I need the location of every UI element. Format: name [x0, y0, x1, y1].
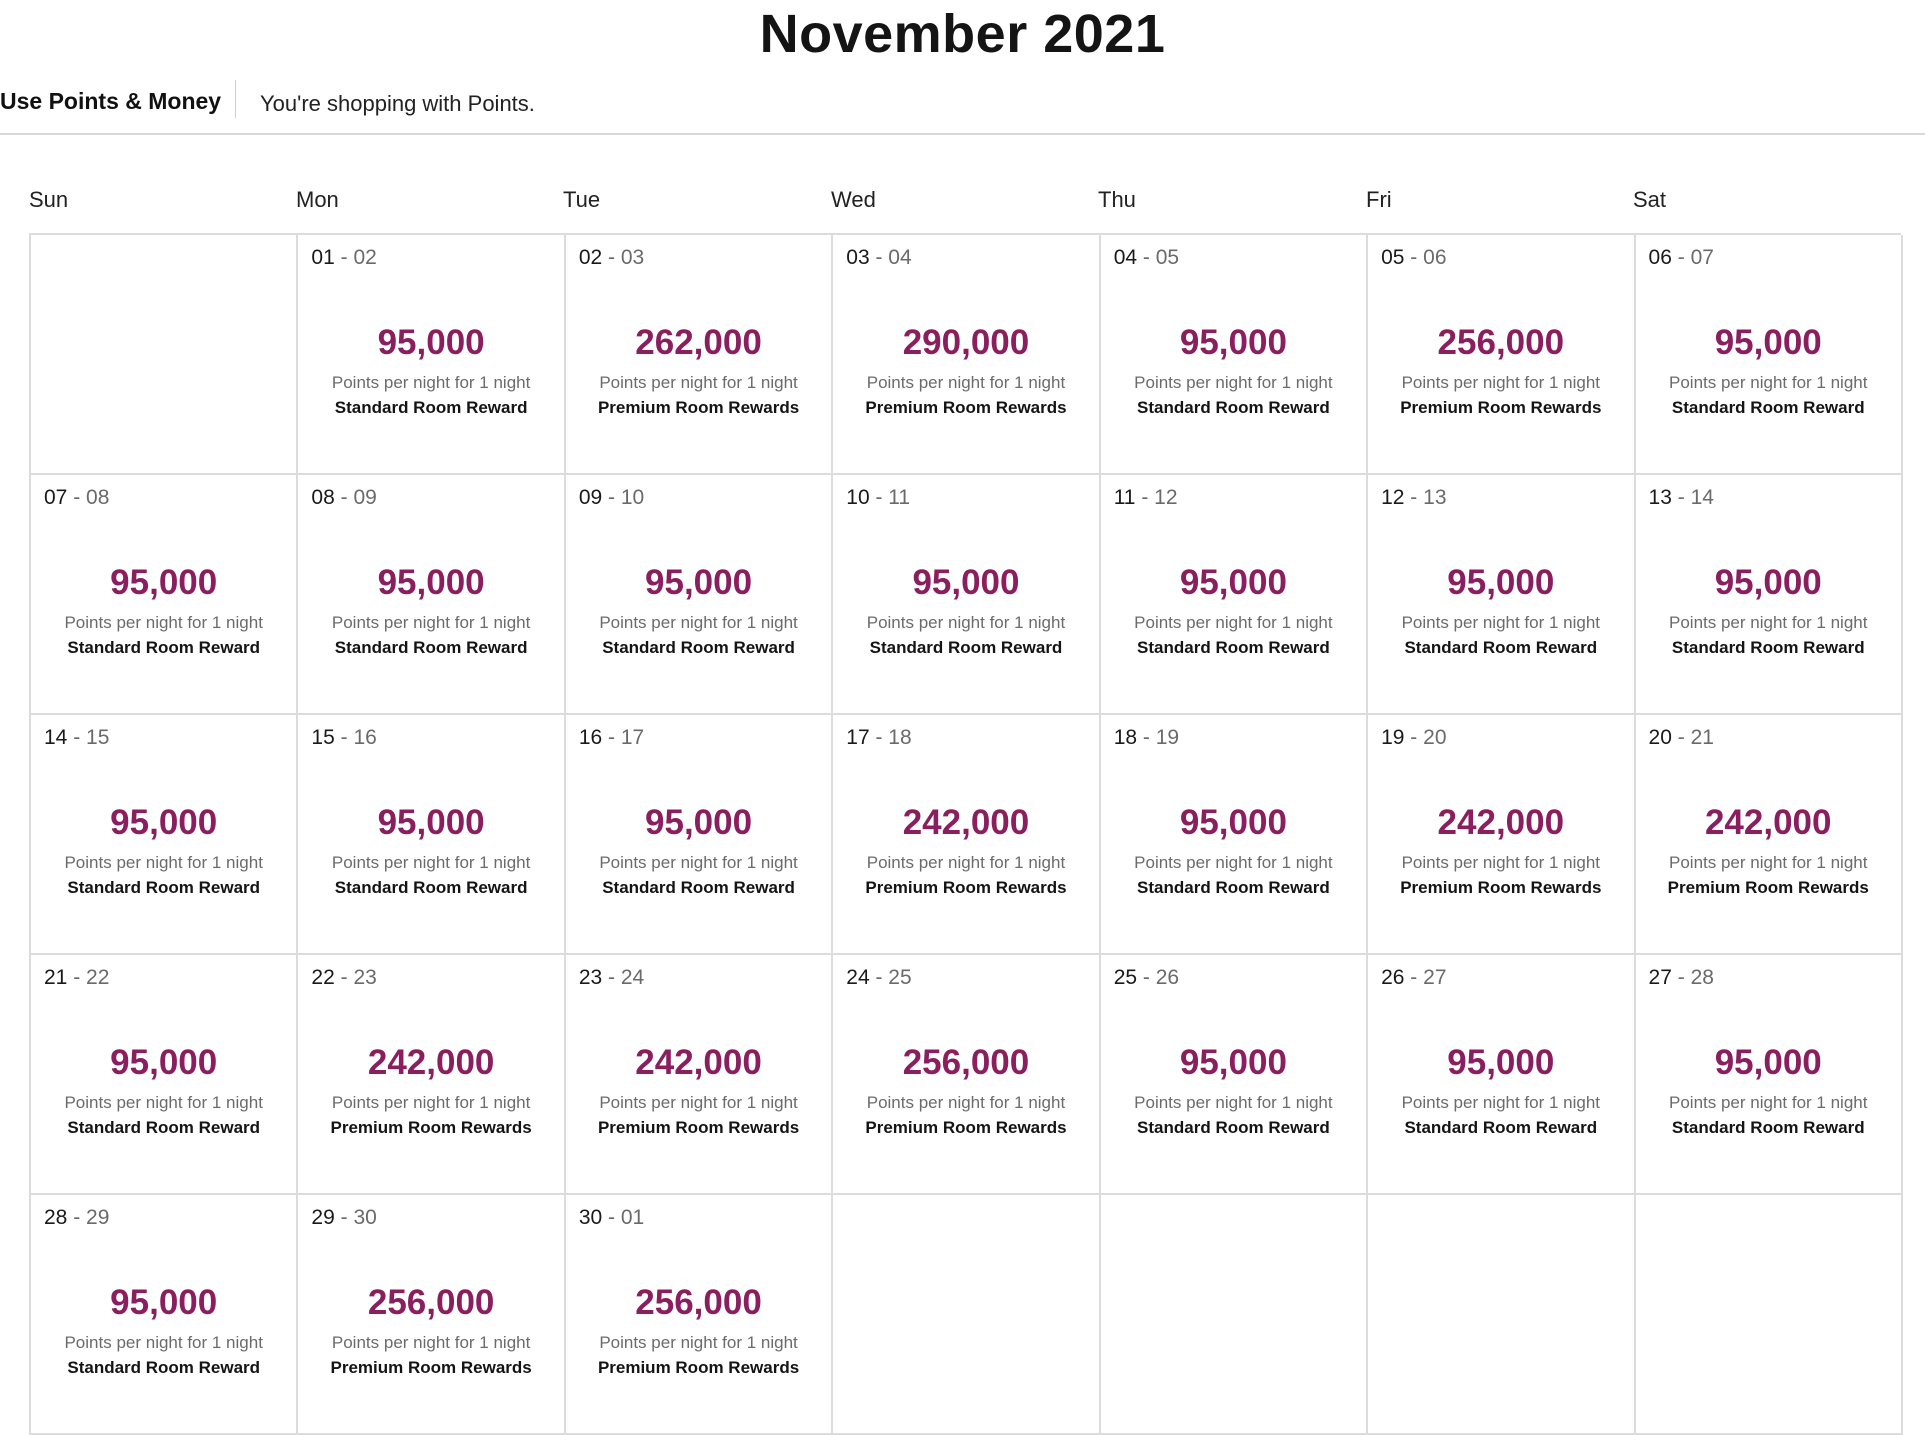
- check-in-date: 27: [1648, 966, 1672, 989]
- check-in-date: 22: [311, 966, 335, 989]
- date-range: [311, 483, 376, 513]
- points-price: 242,000: [367, 1043, 495, 1082]
- points-price: 256,000: [1437, 323, 1565, 362]
- room-reward-type: Standard Room Reward: [869, 638, 1063, 657]
- month-title: November 2021: [759, 4, 1166, 64]
- room-reward-type: Standard Room Reward: [1137, 1118, 1330, 1137]
- date-range: [311, 243, 376, 273]
- date-separator: -: [1404, 246, 1424, 269]
- check-out-date: 21: [1690, 726, 1714, 749]
- payment-mode-label[interactable]: Use Points & Money: [0, 88, 222, 114]
- date-range: [579, 963, 644, 993]
- points-price: 95,000: [1714, 1043, 1822, 1082]
- points-per-night-label: Points per night for 1 night: [866, 613, 1066, 632]
- date-range: [579, 1203, 644, 1233]
- date-range: [44, 723, 109, 753]
- calendar-day-cell[interactable]: [1636, 235, 1903, 475]
- date-separator: -: [602, 246, 621, 269]
- room-reward-type: Premium Room Rewards: [330, 1358, 532, 1377]
- points-per-night-label: Points per night for 1 night: [1134, 373, 1333, 392]
- check-out-date: 01: [620, 1206, 645, 1229]
- points-price: 95,000: [1179, 803, 1287, 842]
- points-price: 256,000: [635, 1283, 762, 1322]
- weekday-header-thu: Thu: [1098, 187, 1136, 212]
- points-per-night-label: Points per night for 1 night: [331, 1333, 531, 1352]
- date-separator: -: [602, 486, 621, 509]
- points-per-night-label: Points per night for 1 night: [599, 1333, 798, 1352]
- check-out-date: 23: [353, 966, 377, 989]
- room-reward-type: Standard Room Reward: [1671, 1118, 1865, 1137]
- points-per-night-label: Points per night for 1 night: [64, 1093, 263, 1112]
- date-range: [1649, 243, 1714, 273]
- check-in-date: 29: [311, 1206, 335, 1229]
- points-per-night-label: Points per night for 1 night: [599, 853, 798, 872]
- date-separator: -: [67, 726, 87, 749]
- check-in-date: 26: [1381, 966, 1405, 989]
- calendar-day-cell[interactable]: [833, 475, 1100, 715]
- date-range: [1381, 483, 1446, 513]
- check-in-date: 24: [846, 966, 870, 989]
- calendar-day-cell[interactable]: [31, 475, 298, 715]
- check-out-date: 02: [353, 246, 377, 269]
- room-reward-type: Premium Room Rewards: [597, 1358, 800, 1377]
- check-out-date: 13: [1423, 486, 1447, 509]
- date-separator: -: [67, 966, 87, 989]
- date-range: [846, 483, 910, 513]
- room-reward-type: Standard Room Reward: [602, 878, 795, 897]
- points-per-night-label: Points per night for 1 night: [64, 613, 263, 632]
- room-reward-type: Premium Room Rewards: [1667, 878, 1869, 897]
- date-range: [579, 243, 644, 273]
- date-range: [1381, 243, 1446, 273]
- points-price: 262,000: [635, 323, 762, 362]
- points-per-night-label: Points per night for 1 night: [1134, 613, 1333, 632]
- check-in-date: 30: [578, 1206, 603, 1229]
- check-out-date: 25: [888, 966, 912, 989]
- points-price: 242,000: [902, 803, 1030, 842]
- room-reward-type: Standard Room Reward: [1404, 638, 1598, 657]
- calendar-day-cell[interactable]: [566, 1195, 833, 1435]
- points-per-night-label: Points per night for 1 night: [331, 613, 531, 632]
- calendar-day-cell[interactable]: [833, 235, 1100, 475]
- calendar-day-cell[interactable]: [31, 1195, 298, 1435]
- room-reward-type: Premium Room Rewards: [597, 398, 800, 417]
- points-price: 95,000: [1447, 563, 1555, 602]
- date-separator: -: [334, 1206, 354, 1229]
- check-out-date: 16: [353, 726, 377, 749]
- calendar-day-cell[interactable]: [1368, 235, 1635, 475]
- points-price: 95,000: [1179, 323, 1287, 362]
- points-per-night-label: Points per night for 1 night: [1401, 373, 1601, 392]
- calendar-day-cell[interactable]: [566, 235, 833, 475]
- date-separator: -: [1135, 486, 1155, 509]
- date-range: [579, 723, 644, 753]
- check-in-date: 15: [311, 726, 335, 749]
- date-separator: -: [334, 726, 354, 749]
- empty-calendar-cell: [1636, 1195, 1903, 1435]
- points-price: 95,000: [912, 563, 1020, 602]
- check-out-date: 24: [620, 966, 645, 989]
- date-range: [311, 1203, 376, 1233]
- points-price: 95,000: [1714, 323, 1822, 362]
- date-range: [1114, 243, 1179, 273]
- calendar-day-cell[interactable]: [1368, 955, 1635, 1195]
- check-out-date: 15: [86, 726, 110, 749]
- check-out-date: 06: [1423, 246, 1447, 269]
- check-out-date: 09: [353, 486, 377, 509]
- date-range: [846, 243, 911, 273]
- points-price: 95,000: [110, 803, 218, 842]
- room-reward-type: Premium Room Rewards: [865, 398, 1067, 417]
- points-price: 95,000: [645, 563, 753, 602]
- points-per-night-label: Points per night for 1 night: [331, 1093, 531, 1112]
- date-range: [1114, 963, 1179, 993]
- points-per-night-label: Points per night for 1 night: [1401, 1093, 1601, 1112]
- check-out-date: 27: [1423, 966, 1447, 989]
- check-in-date: 19: [1381, 726, 1405, 749]
- points-price: 95,000: [1714, 563, 1822, 602]
- room-reward-type: Premium Room Rewards: [865, 878, 1067, 897]
- check-in-date: 08: [311, 486, 335, 509]
- check-out-date: 10: [620, 486, 645, 509]
- check-in-date: 25: [1113, 966, 1138, 989]
- points-price: 95,000: [110, 563, 218, 602]
- points-per-night-label: Points per night for 1 night: [1669, 1093, 1868, 1112]
- calendar-day-cell[interactable]: [31, 715, 298, 955]
- points-per-night-label: Points per night for 1 night: [64, 1333, 263, 1352]
- points-price: 95,000: [1179, 1043, 1287, 1082]
- check-out-date: 08: [86, 486, 110, 509]
- date-separator: -: [602, 1206, 621, 1229]
- empty-calendar-cell: [31, 235, 298, 475]
- points-price: 256,000: [367, 1283, 495, 1322]
- room-reward-type: Standard Room Reward: [1137, 878, 1330, 897]
- date-separator: -: [1137, 966, 1156, 989]
- calendar-day-cell[interactable]: [1101, 715, 1368, 955]
- date-separator: -: [1671, 966, 1691, 989]
- room-reward-type: Premium Room Rewards: [1400, 398, 1602, 417]
- calendar-day-cell[interactable]: [298, 475, 565, 715]
- date-separator: -: [67, 486, 87, 509]
- date-separator: -: [67, 1206, 87, 1229]
- date-range: [1114, 723, 1179, 753]
- date-range: [1381, 723, 1446, 753]
- date-range: [311, 723, 376, 753]
- points-per-night-label: Points per night for 1 night: [1134, 853, 1333, 872]
- date-range: [579, 483, 644, 513]
- check-out-date: 30: [353, 1206, 377, 1229]
- date-range: [1114, 483, 1178, 513]
- calendar-day-cell[interactable]: [298, 235, 565, 475]
- calendar-day-cell[interactable]: [1636, 475, 1903, 715]
- check-out-date: 26: [1155, 966, 1180, 989]
- points-price: 242,000: [1704, 803, 1832, 842]
- room-reward-type: Standard Room Reward: [67, 638, 261, 657]
- check-out-date: 22: [86, 966, 110, 989]
- calendar-grid: [29, 233, 1901, 1435]
- date-separator: -: [869, 246, 889, 269]
- date-separator: -: [1671, 726, 1691, 749]
- calendar-day-cell[interactable]: [566, 475, 833, 715]
- check-in-date: 17: [846, 726, 870, 749]
- date-separator: -: [334, 966, 354, 989]
- points-price: 95,000: [377, 323, 485, 362]
- date-separator: -: [869, 966, 889, 989]
- mode-divider: [235, 80, 236, 118]
- check-in-date: 05: [1381, 246, 1405, 269]
- empty-calendar-cell: [1101, 1195, 1368, 1435]
- room-reward-type: Standard Room Reward: [602, 638, 795, 657]
- calendar-day-cell[interactable]: [566, 955, 833, 1195]
- points-per-night-label: Points per night for 1 night: [331, 373, 531, 392]
- room-reward-type: Premium Room Rewards: [330, 1118, 532, 1137]
- points-per-night-label: Points per night for 1 night: [64, 853, 263, 872]
- check-in-date: 12: [1381, 486, 1405, 509]
- check-in-date: 06: [1648, 246, 1672, 269]
- date-separator: -: [1404, 486, 1424, 509]
- weekday-header-wed: Wed: [831, 187, 876, 212]
- date-range: [1649, 483, 1714, 513]
- date-range: [44, 963, 109, 993]
- check-in-date: 02: [578, 246, 603, 269]
- date-range: [846, 963, 911, 993]
- date-separator: -: [1137, 246, 1156, 269]
- check-in-date: 09: [578, 486, 603, 509]
- date-separator: -: [1404, 726, 1424, 749]
- calendar-day-cell[interactable]: [1101, 955, 1368, 1195]
- points-per-night-label: Points per night for 1 night: [1401, 613, 1601, 632]
- date-separator: -: [334, 486, 354, 509]
- check-out-date: 19: [1155, 726, 1180, 749]
- date-separator: -: [334, 246, 354, 269]
- calendar-day-cell[interactable]: [298, 955, 565, 1195]
- calendar-day-cell[interactable]: [833, 955, 1100, 1195]
- calendar-day-cell[interactable]: [1636, 715, 1903, 955]
- calendar-day-cell[interactable]: [1368, 715, 1635, 955]
- points-price: 95,000: [645, 803, 753, 842]
- date-separator: -: [1137, 726, 1156, 749]
- calendar-day-cell[interactable]: [1101, 475, 1368, 715]
- check-in-date: 10: [846, 486, 870, 509]
- check-in-date: 16: [578, 726, 603, 749]
- points-price: 95,000: [110, 1283, 218, 1322]
- points-price: 242,000: [1437, 803, 1565, 842]
- empty-calendar-cell: [833, 1195, 1100, 1435]
- room-reward-type: Standard Room Reward: [1137, 398, 1330, 417]
- check-in-date: 07: [44, 486, 68, 509]
- points-per-night-label: Points per night for 1 night: [1669, 853, 1868, 872]
- check-in-date: 03: [846, 246, 870, 269]
- check-in-date: 28: [44, 1206, 68, 1229]
- empty-calendar-cell: [1368, 1195, 1635, 1435]
- check-out-date: 20: [1423, 726, 1447, 749]
- points-per-night-label: Points per night for 1 night: [331, 853, 531, 872]
- check-in-date: 18: [1113, 726, 1138, 749]
- date-range: [846, 723, 911, 753]
- weekday-header-fri: Fri: [1366, 187, 1392, 212]
- points-per-night-label: Points per night for 1 night: [599, 373, 798, 392]
- points-price: 290,000: [902, 323, 1030, 362]
- points-price: 256,000: [902, 1043, 1030, 1082]
- check-out-date: 12: [1154, 486, 1178, 509]
- calendar-day-cell[interactable]: [833, 715, 1100, 955]
- room-reward-type: Premium Room Rewards: [1400, 878, 1602, 897]
- points-price: 95,000: [110, 1043, 218, 1082]
- weekday-header-sat: Sat: [1633, 187, 1667, 212]
- points-price: 95,000: [377, 803, 485, 842]
- room-reward-type: Premium Room Rewards: [865, 1118, 1067, 1137]
- points-price: 95,000: [377, 563, 485, 602]
- points-per-night-label: Points per night for 1 night: [1669, 373, 1868, 392]
- date-range: [1381, 963, 1446, 993]
- room-reward-type: Standard Room Reward: [334, 638, 528, 657]
- check-in-date: 20: [1648, 726, 1672, 749]
- calendar-day-cell[interactable]: [298, 1195, 565, 1435]
- points-per-night-label: Points per night for 1 night: [599, 1093, 798, 1112]
- points-price: 95,000: [1447, 1043, 1555, 1082]
- check-in-date: 11: [1113, 486, 1136, 509]
- room-reward-type: Premium Room Rewards: [597, 1118, 800, 1137]
- room-reward-type: Standard Room Reward: [1404, 1118, 1598, 1137]
- date-separator: -: [869, 726, 889, 749]
- calendar-day-cell[interactable]: [1101, 235, 1368, 475]
- room-reward-type: Standard Room Reward: [1671, 638, 1865, 657]
- check-in-date: 04: [1113, 246, 1138, 269]
- weekday-header-sun: Sun: [29, 187, 69, 212]
- points-per-night-label: Points per night for 1 night: [599, 613, 798, 632]
- calendar-day-cell[interactable]: [1368, 475, 1635, 715]
- calendar-day-cell[interactable]: [31, 955, 298, 1195]
- check-out-date: 17: [620, 726, 645, 749]
- check-in-date: 23: [578, 966, 603, 989]
- room-reward-type: Standard Room Reward: [334, 878, 528, 897]
- room-reward-type: Standard Room Reward: [1671, 398, 1865, 417]
- date-separator: -: [602, 966, 621, 989]
- points-per-night-label: Points per night for 1 night: [1669, 613, 1868, 632]
- date-range: [311, 963, 376, 993]
- check-in-date: 01: [311, 246, 335, 269]
- payment-mode-bar: [0, 78, 1925, 135]
- weekday-header-mon: Mon: [296, 187, 339, 212]
- room-reward-type: Standard Room Reward: [67, 1358, 261, 1377]
- points-per-night-label: Points per night for 1 night: [1401, 853, 1601, 872]
- date-range: [44, 1203, 109, 1233]
- date-separator: -: [602, 726, 621, 749]
- points-per-night-label: Points per night for 1 night: [1134, 1093, 1333, 1112]
- room-reward-type: Standard Room Reward: [1137, 638, 1330, 657]
- room-reward-type: Standard Room Reward: [334, 398, 528, 417]
- date-separator: -: [869, 486, 889, 509]
- date-range: [1649, 723, 1714, 753]
- date-separator: -: [1671, 246, 1691, 269]
- check-out-date: 29: [86, 1206, 110, 1229]
- check-out-date: 14: [1690, 486, 1714, 509]
- calendar-day-cell[interactable]: [566, 715, 833, 955]
- points-per-night-label: Points per night for 1 night: [866, 373, 1066, 392]
- date-separator: -: [1404, 966, 1424, 989]
- check-in-date: 21: [44, 966, 68, 989]
- calendar-day-cell[interactable]: [1636, 955, 1903, 1195]
- check-out-date: 18: [888, 726, 912, 749]
- check-out-date: 05: [1155, 246, 1180, 269]
- check-out-date: 03: [620, 246, 645, 269]
- points-price: 95,000: [1179, 563, 1287, 602]
- check-out-date: 07: [1690, 246, 1714, 269]
- calendar-day-cell[interactable]: [298, 715, 565, 955]
- date-separator: -: [1671, 486, 1691, 509]
- payment-mode-status: You're shopping with Points.: [260, 91, 535, 116]
- check-out-date: 04: [888, 246, 912, 269]
- points-per-night-label: Points per night for 1 night: [866, 1093, 1066, 1112]
- date-range: [1649, 963, 1714, 993]
- check-out-date: 28: [1690, 966, 1714, 989]
- weekday-header-tue: Tue: [563, 187, 601, 212]
- points-per-night-label: Points per night for 1 night: [866, 853, 1066, 872]
- weekday-header-row: [0, 184, 1925, 218]
- check-in-date: 13: [1648, 486, 1672, 509]
- date-range: [44, 483, 109, 513]
- check-in-date: 14: [44, 726, 68, 749]
- room-reward-type: Standard Room Reward: [67, 878, 261, 897]
- room-reward-type: Standard Room Reward: [67, 1118, 261, 1137]
- points-price: 242,000: [635, 1043, 762, 1082]
- check-out-date: 11: [888, 486, 911, 509]
